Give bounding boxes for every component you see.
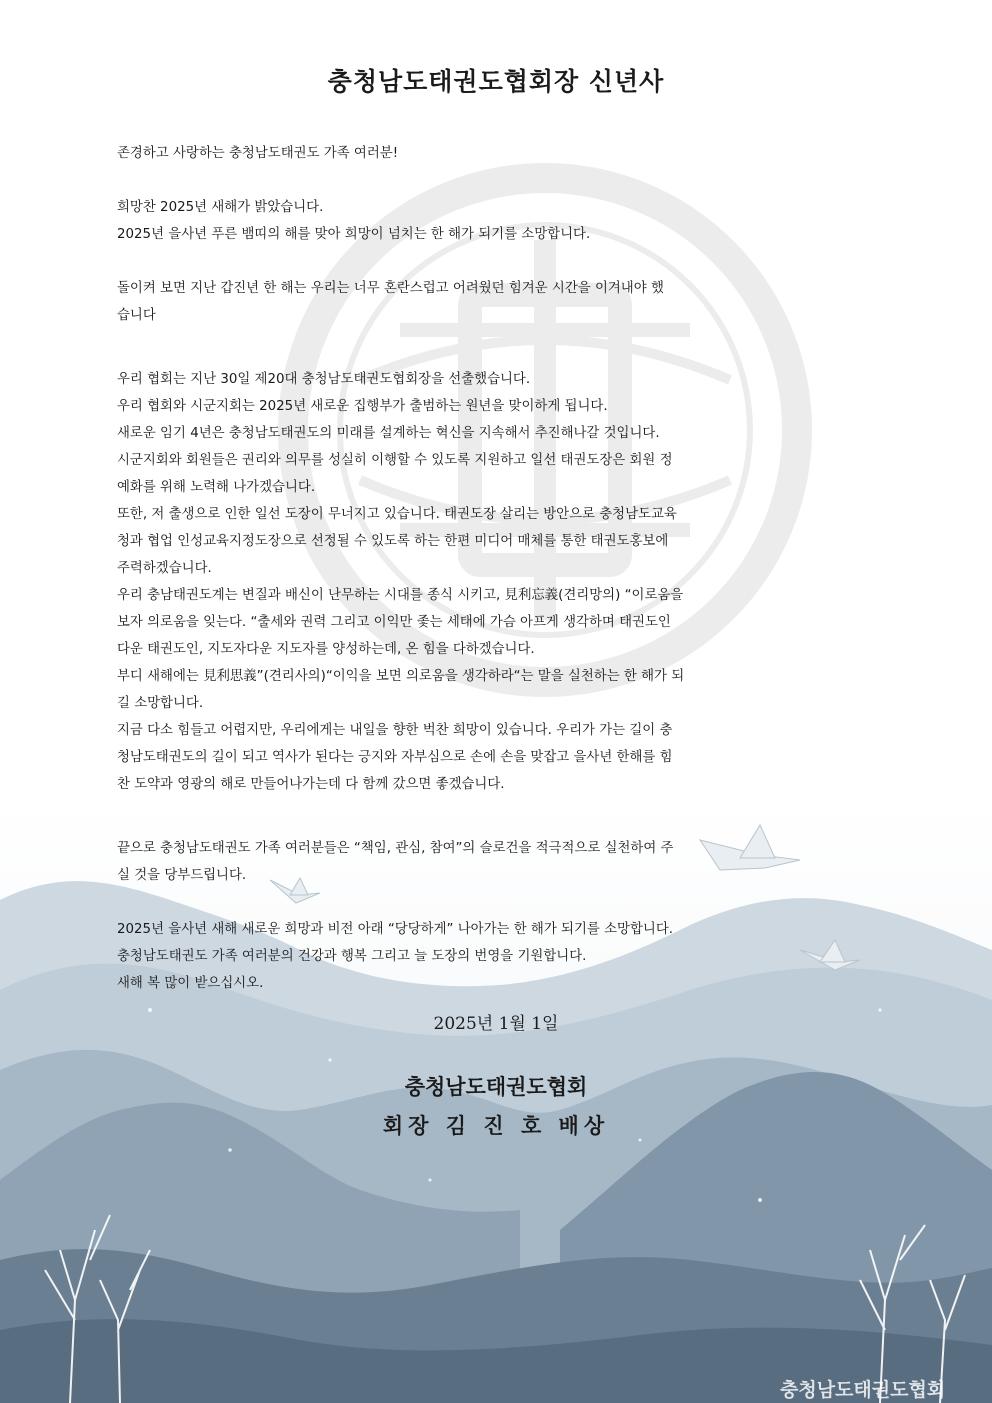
text-line: 새해 복 많이 받으십시오.: [117, 976, 264, 991]
page-title: 충청남도태권도협회장 신년사: [327, 67, 665, 96]
text-line: 부디 새해에는 見利思義”(견리사의)“이익을 보면 의로움을 생각하라“는 말을 실천하는 한 해가 되: [117, 669, 685, 684]
letter-body: [117, 140, 875, 997]
text-line: 실 것을 당부드립니다.: [117, 868, 247, 883]
text-line: 청남도태권도의 길이 되고 역사가 된다는 긍지와 자부심으로 손에 손을 맞잡고 을사년 한해를 힘: [117, 750, 673, 765]
text-line: 존경하고 사랑하는 충청남도태권도 가족 여러분!: [117, 146, 399, 161]
text-line: 주력하겠습니다.: [117, 561, 212, 576]
text-line: 우리 충남태권도계는 변질과 배신이 난무하는 시대를 종식 시키고, 見利忘義(견리망의) “이로움을: [117, 588, 684, 603]
organization-name: 충청남도태권도협회: [404, 1074, 588, 1099]
text-line: 습니다: [117, 308, 156, 323]
text-line: 또한, 저 출생으로 인한 일선 도장이 무너지고 있습니다. 태권도장 살리는 방안으로 충청남도교육: [117, 507, 677, 522]
paragraph-main: [117, 366, 875, 798]
paragraph-greeting: [117, 140, 875, 167]
letter-date: 2025년 1월 1일: [433, 1014, 559, 1034]
text-line: 우리 협회는 지난 30일 제20대 충청남도태권도협회장을 선출했습니다.: [117, 372, 531, 387]
text-line: 다운 태권도인, 지도자다운 지도자를 양성하는데, 온 힘을 다하겠습니다.: [117, 642, 535, 657]
paragraph-closing: [117, 835, 875, 889]
text-line: 돌이켜 보면 지난 갑진년 한 해는 우리는 너무 혼란스럽고 어려웠던 힘겨운 시간을 이겨내야 했: [117, 281, 664, 296]
text-line: 끝으로 충청남도태권도 가족 여러분들은 “책임, 관심, 참여”의 슬로건을 적극적으로 실천하여 주: [117, 841, 674, 856]
text-line: 충청남도태권도 가족 여러분의 건강과 행복 그리고 늘 도장의 번영을 기원합니다.: [117, 949, 587, 964]
text-line: 찬 도약과 영광의 해로 만들어나가는데 다 함께 갔으면 좋겠습니다.: [117, 777, 505, 792]
text-line: 새로운 임기 4년은 충청남도태권도의 미래를 설계하는 혁신을 지속해서 추진해나갈 것입니다.: [117, 426, 660, 441]
text-line: 보자 의로움을 잊는다. “출세와 권력 그리고 이익만 좇는 세태에 가슴 아프게 생각하며 태권도인: [117, 615, 671, 630]
signer-name: 회장 김 진 호 배상: [382, 1113, 610, 1138]
paragraph-reflection: [117, 275, 875, 329]
text-line: 희망찬 2025년 새해가 밝았습니다.: [117, 200, 324, 215]
text-line: 2025년 을사년 푸른 뱀띠의 해를 맞아 희망이 넘치는 한 해가 되기를 소망합니다.: [117, 227, 591, 242]
text-line: 시군지회와 회원들은 권리와 의무를 성실히 이행할 수 있도록 지원하고 일선 태권도장은 회원 정: [117, 453, 673, 468]
text-line: 지금 다소 힘들고 어렵지만, 우리에게는 내일을 향한 벅찬 희망이 있습니다. 우리가 가는 길이 충: [117, 723, 673, 738]
text-line: 예화를 위해 노력해 나가겠습니다.: [117, 480, 316, 495]
paragraph-wishes: [117, 916, 875, 997]
footer-watermark: 충청남도태권도협회: [780, 1379, 946, 1401]
text-line: 길 소망합니다.: [117, 696, 204, 711]
text-line: 2025년 을사년 새해 새로운 희망과 비전 아래 “당당하게” 나아가는 한 해가 되기를 소망합니다.: [117, 922, 674, 937]
text-line: 우리 협회와 시군지회는 2025년 새로운 집행부가 출범하는 원년을 맞이하게 됩니다.: [117, 399, 608, 414]
paragraph-new-year: [117, 194, 875, 248]
text-line: 청과 협업 인성교육지정도장으로 선정될 수 있도록 하는 한편 미디어 매체를 통한 태권도홍보에: [117, 534, 669, 549]
